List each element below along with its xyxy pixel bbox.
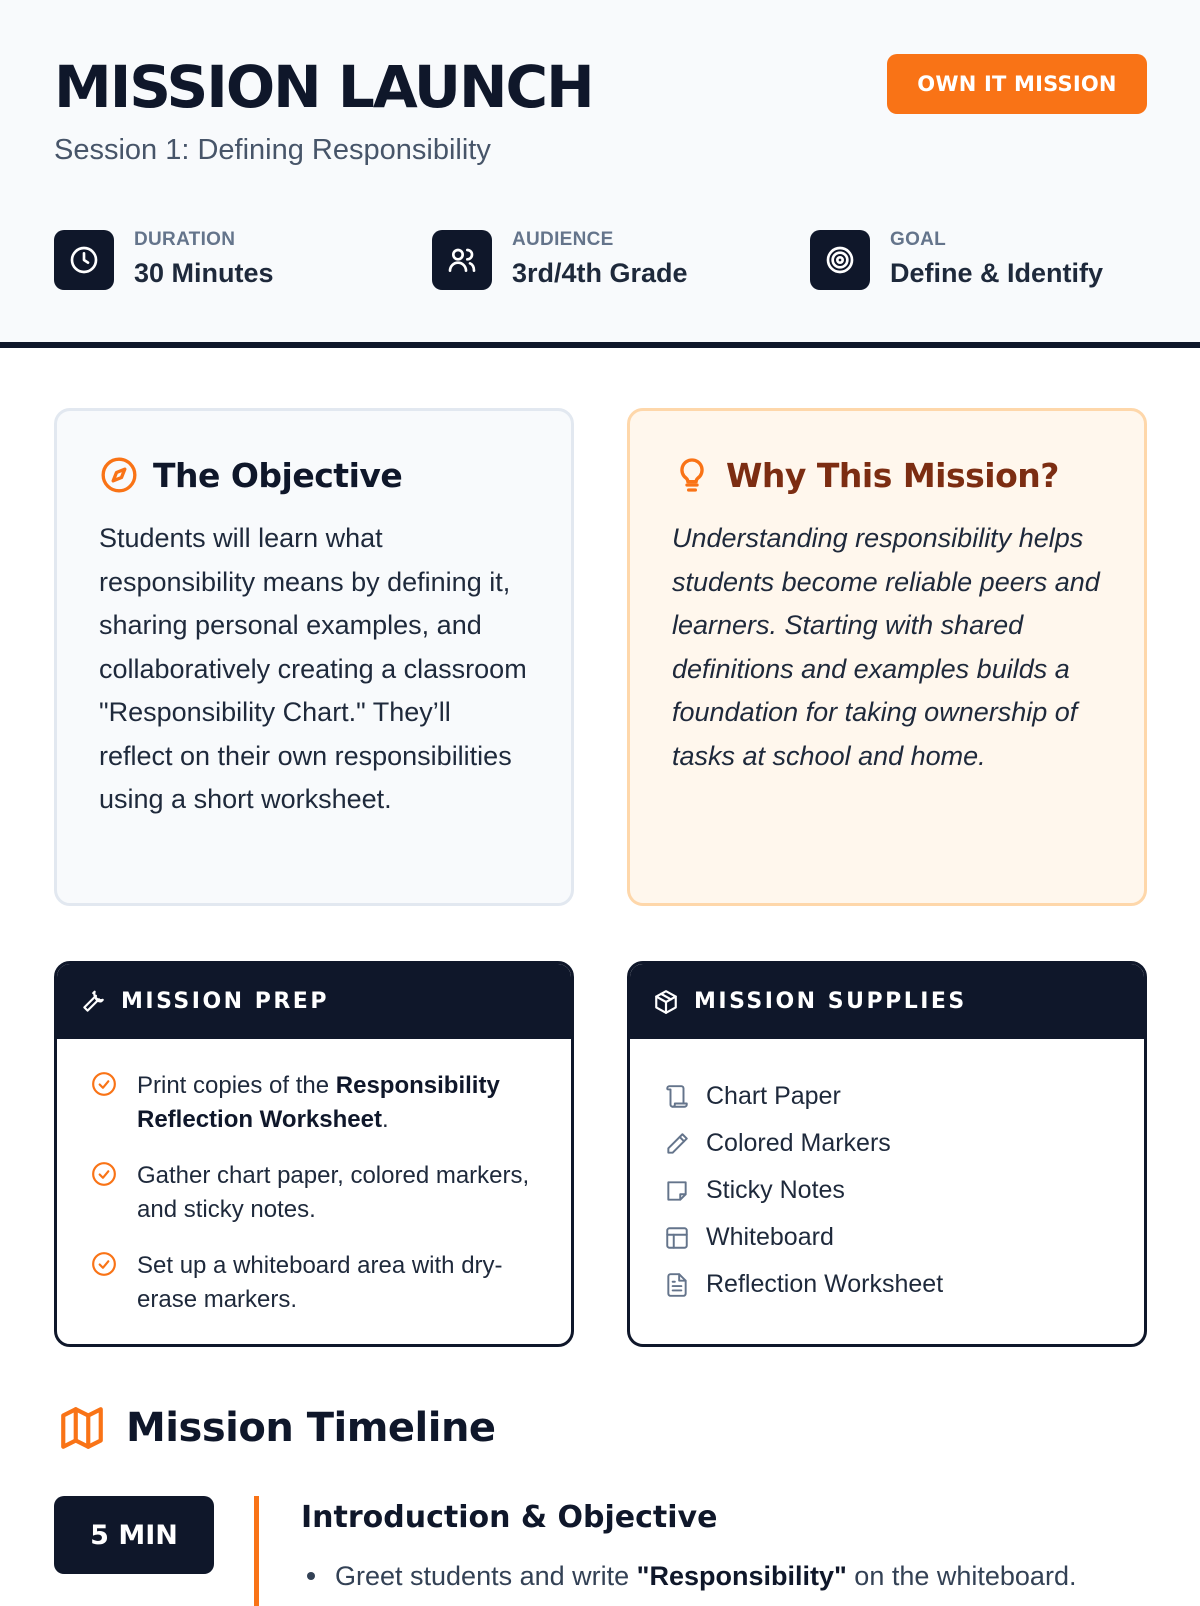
list-item: Reflection Worksheet xyxy=(664,1261,1114,1308)
sticky-note-icon xyxy=(664,1178,690,1204)
target-icon xyxy=(810,230,870,290)
list-item: Greet students and write "Responsibility" on the whiteboard. xyxy=(301,1556,1076,1596)
timeline-bar xyxy=(254,1496,259,1606)
list-item: Whiteboard xyxy=(664,1214,1114,1261)
layout-icon xyxy=(664,1225,690,1251)
check-circle-icon xyxy=(91,1251,119,1317)
meta-duration xyxy=(54,230,274,290)
scroll-icon xyxy=(664,1084,690,1110)
time-badge: 5 MIN xyxy=(54,1496,214,1574)
clock-icon xyxy=(54,230,114,290)
meta-value: 30 Minutes xyxy=(134,258,274,288)
list-item: Colored Markers xyxy=(664,1120,1114,1167)
prep-title: MISSION PREP xyxy=(121,989,329,1014)
mission-badge: OWN IT MISSION xyxy=(887,54,1147,114)
meta-audience xyxy=(432,230,688,290)
step-title: Introduction & Objective xyxy=(301,1500,718,1535)
why-body: Understanding responsibility helps students become reliable peers and learners. Starting with shared definitions and examples builds a foundation for taking ownership of tasks at school and home. xyxy=(672,523,1100,771)
objective-card xyxy=(54,408,574,906)
supplies-title: MISSION SUPPLIES xyxy=(694,989,967,1014)
mission-prep-panel xyxy=(54,961,574,1347)
check-circle-icon xyxy=(91,1161,119,1227)
page-subtitle: Session 1: Defining Responsibility xyxy=(54,134,491,166)
why-title: Why This Mission? xyxy=(726,455,1059,495)
compass-icon xyxy=(99,455,139,495)
mission-header xyxy=(0,0,1200,348)
users-icon xyxy=(432,230,492,290)
timeline-header xyxy=(54,1398,496,1458)
list-item: Chart Paper xyxy=(664,1073,1114,1120)
meta-label: DURATION xyxy=(134,229,236,250)
meta-label: AUDIENCE xyxy=(512,229,614,250)
page-title: MISSION LAUNCH xyxy=(54,53,593,121)
list-item: Gather chart paper, colored markers, and sticky notes. xyxy=(91,1159,541,1227)
meta-label: GOAL xyxy=(890,229,947,250)
pencil-icon xyxy=(664,1131,690,1157)
file-text-icon xyxy=(664,1272,690,1298)
map-icon xyxy=(54,1400,110,1456)
package-icon xyxy=(652,988,680,1016)
why-card xyxy=(627,408,1147,906)
check-circle-icon xyxy=(91,1071,119,1137)
meta-goal xyxy=(810,230,1103,290)
meta-value: 3rd/4th Grade xyxy=(512,258,688,288)
step-bullets xyxy=(301,1556,1076,1596)
meta-value: Define & Identify xyxy=(890,258,1104,288)
mission-supplies-panel xyxy=(627,961,1147,1347)
timeline-title: Mission Timeline xyxy=(126,1405,496,1451)
objective-title: The Objective xyxy=(153,455,403,495)
lightbulb-icon xyxy=(672,455,712,495)
list-item: Print copies of the Responsibility Reflection Worksheet. xyxy=(91,1069,541,1137)
objective-body: Students will learn what responsibility means by defining it, sharing personal examples, and collaboratively creating a classroom "Responsibility Chart." They’ll reflect on their own responsibilities using a short worksheet. xyxy=(99,523,527,814)
list-item: Sticky Notes xyxy=(664,1167,1114,1214)
list-item: Set up a whiteboard area with dry-erase markers. xyxy=(91,1249,541,1317)
wrench-icon xyxy=(79,988,107,1016)
